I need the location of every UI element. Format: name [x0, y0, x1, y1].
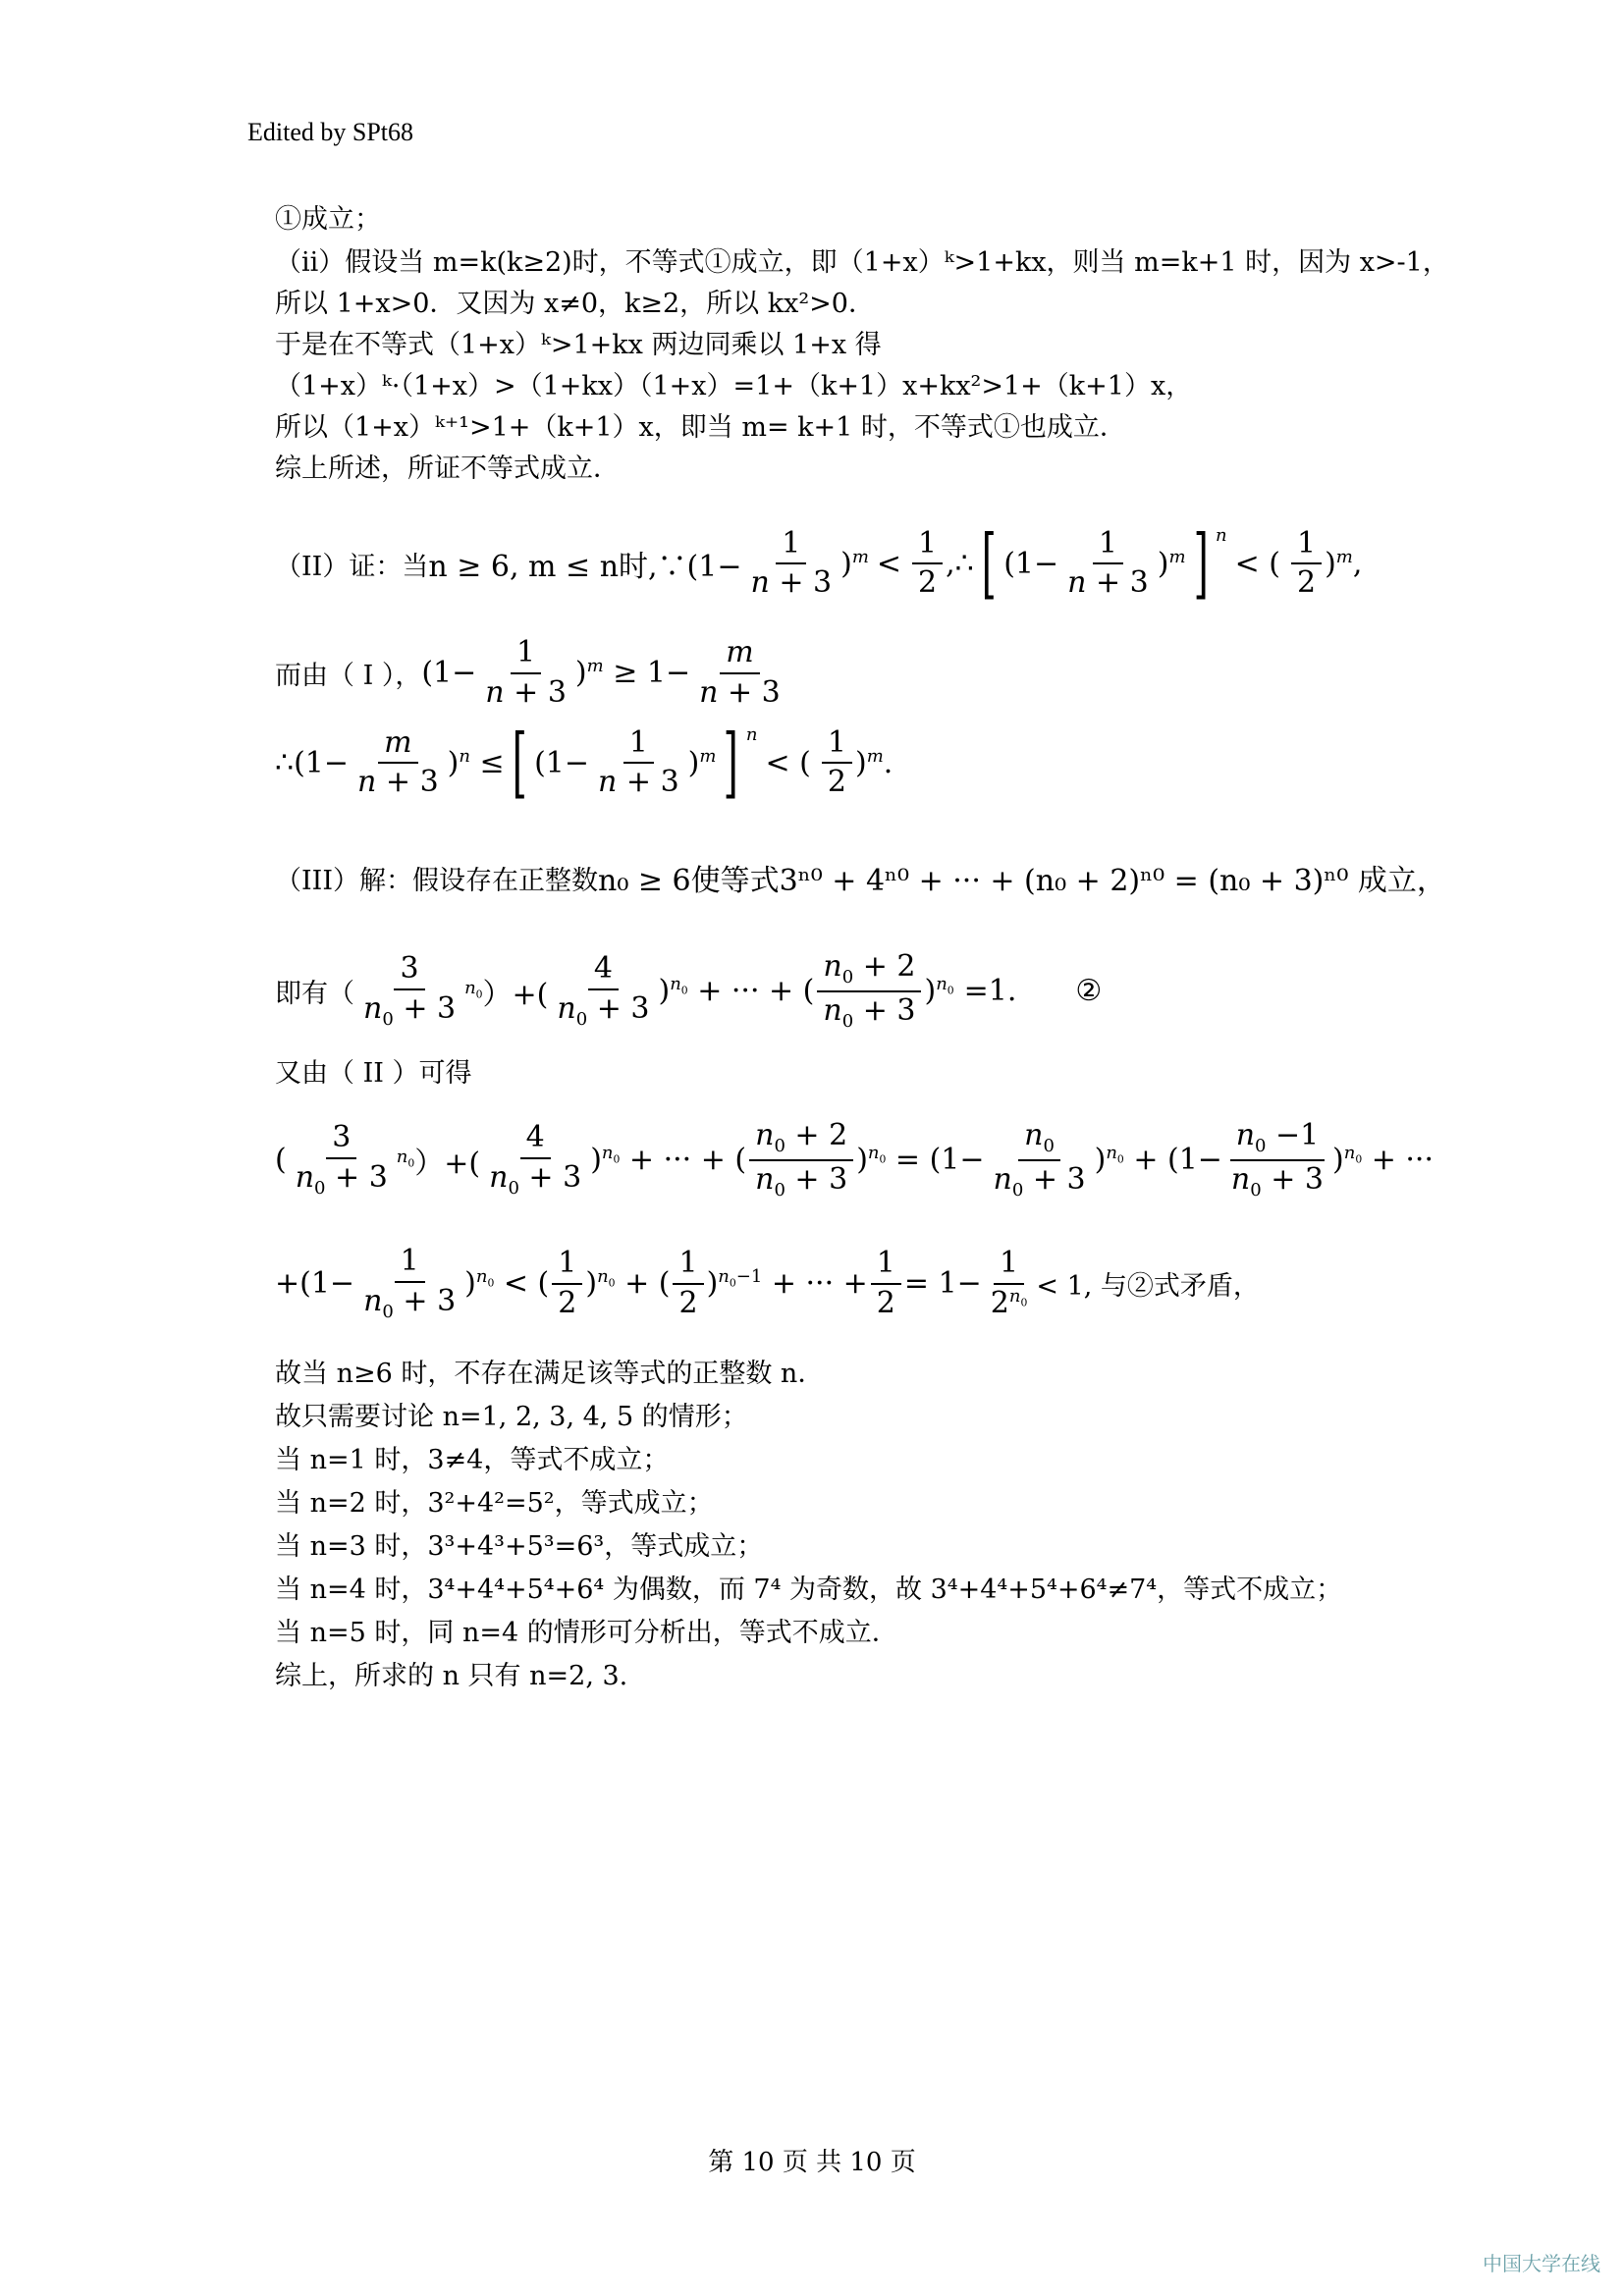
part3b-equation: 即有（ $\frac{3}{n_0 + 3}$ $^{n_0}$）+( $\frac{4}{n_0 + 3}$ )$^{n_0}$ + ··· + ( $\frac{n_0 + 2}{n_0 + 3}$ )$^{n_0}$ =1. ②: [275, 949, 1103, 1032]
part3-expression: n₀ ≥ 6使等式3ⁿ⁰ + 4ⁿ⁰ + ··· + (n₀ + 2)ⁿ⁰ = (n₀ + 3)ⁿ⁰ 成立，: [598, 864, 1446, 898]
part3-label: （III）解：假设存在正整数: [275, 865, 598, 896]
part3b-label: 即有（: [275, 979, 354, 1010]
watermark: 中国大学在线: [1483, 2252, 1600, 2275]
part3c-label: 又由（ II ）可得: [275, 1058, 472, 1089]
part3d-equation: ( $\frac{3}{n_0 + 3}$ $^{n_0}$）+( $\frac{4}{n_0 + 3}$ )$^{n_0}$ + ··· + ( $\frac{n_0 + 2}{n_0 + 3}$ )$^{n_0}$ = (1− $\frac{n_0}{n_0 + 3}$ )$^{n_0}$ + (1− $\frac{n_0 -1}{n_0 + 3}$ )$^{n_0}$ + ···: [275, 1118, 1435, 1201]
fraction-half-b: $\frac{1}{2}$: [1291, 527, 1322, 601]
part2b-equation: 而由（ I ）， (1− $\frac{1}{n + 3}$ )$^m$ ≥ 1− $\frac{m}{n + 3}$: [275, 635, 781, 710]
text-line-3: 所以 1+x>0．又因为 x≠0，k≥2，所以 kx²>0．: [275, 289, 875, 319]
conclusion-line-8: 综上，所求的 n 只有 n=2, 3.: [275, 1661, 628, 1691]
part2c-equation: ∴ (1− $\frac{m}{n + 3}$ )$^n$ ≤ [ (1− $\frac{1}{n + 3}$ )$^m$ ] $^n$ < ( $\frac{1}{2}$ )$^m$.: [275, 719, 893, 807]
text-line-1: ①成立；: [275, 204, 381, 235]
conclusion-line-4: 当 n=2 时，3²+4²=5²，等式成立；: [275, 1488, 714, 1519]
edited-by-header: Edited by SPt68: [247, 118, 414, 146]
part3e-tail: < 1, 与②式矛盾，: [1036, 1271, 1260, 1303]
part2c-label: ∴: [275, 745, 295, 780]
conclusion-line-2: 故只需要讨论 n=1, 2, 3, 4, 5 的情形；: [275, 1402, 748, 1432]
part2-equation: （II）证：当 n ≥ 6, m ≤ n时,∵(1− $\frac{1}{n + 3}$ )$^m$ < $\frac{1}{2}$ ,∴ [ (1− $\frac{1}{n + 3}$ )$^m$ ] $^n$ < ( $\frac{1}{2}$ )$^m$,: [275, 519, 1363, 608]
part2-condition: n ≥ 6, m ≤ n时,∵(1−: [428, 550, 742, 584]
conclusion-line-6: 当 n=4 时，3⁴+4⁴+5⁴+6⁴ 为偶数，而 7⁴ 为奇数，故 3⁴+4⁴+5⁴+6⁴≠7⁴，等式不成立；: [275, 1575, 1343, 1605]
conclusion-line-5: 当 n=3 时，3³+4³+5³=6³，等式成立；: [275, 1531, 764, 1562]
text-line-5: （1+x）ᵏ·（1+x）>（1+kx）（1+x）=1+（k+1）x+kx²>1+（k+1）x，: [275, 371, 1193, 401]
part3e-equation: +(1− $\frac{1}{n_0 + 3}$ )$^{n_0}$ < ( $\frac{1}{2}$ )$^{n_0}$ + ( $\frac{1}{2}$ )$^{n_0-1}$ + ··· + $\frac{1}{2}$ = 1− $\frac{1}{2^{n_0}}$ < 1, 与②式矛盾，: [275, 1244, 1260, 1322]
text-line-4: 于是在不等式（1+x）ᵏ>1+kx 两边同乘以 1+x 得: [275, 330, 882, 360]
conclusion-line-7: 当 n=5 时，同 n=4 的情形可分析出，等式不成立．: [275, 1618, 898, 1648]
part3-equation: [275, 856, 1446, 899]
text-line-2: （ii）假设当 m=k(k≥2)时，不等式①成立，即（1+x）ᵏ>1+kx，则当 m=k+1 时，因为 x>-1，: [275, 247, 1449, 278]
text-line-7: 综上所述，所证不等式成立．: [275, 454, 620, 484]
fraction-1-over-n-plus-3: $\frac{1}{n + 3}$: [750, 525, 833, 600]
equation-tag-2: ②: [1075, 974, 1103, 1009]
fraction-1-over-n-plus-3-b: $\frac{1}{n + 3}$: [1067, 525, 1149, 600]
text-line-6: 所以（1+x）ᵏ⁺¹>1+（k+1）x，即当 m= k+1 时，不等式①也成立．: [275, 412, 1126, 443]
conclusion-line-1: 故当 n≥6 时，不存在满足该等式的正整数 n．: [275, 1359, 825, 1389]
fraction-half: $\frac{1}{2}$: [912, 527, 943, 601]
part3b-equals: =1.: [963, 974, 1017, 1009]
page-footer: 第 10 页 共 10 页: [708, 2148, 916, 2177]
part2-label: （II）证：当: [275, 551, 429, 582]
conclusion-line-3: 当 n=1 时，3≠4，等式不成立；: [275, 1445, 670, 1475]
part2b-label: 而由（ I ），: [275, 661, 422, 691]
